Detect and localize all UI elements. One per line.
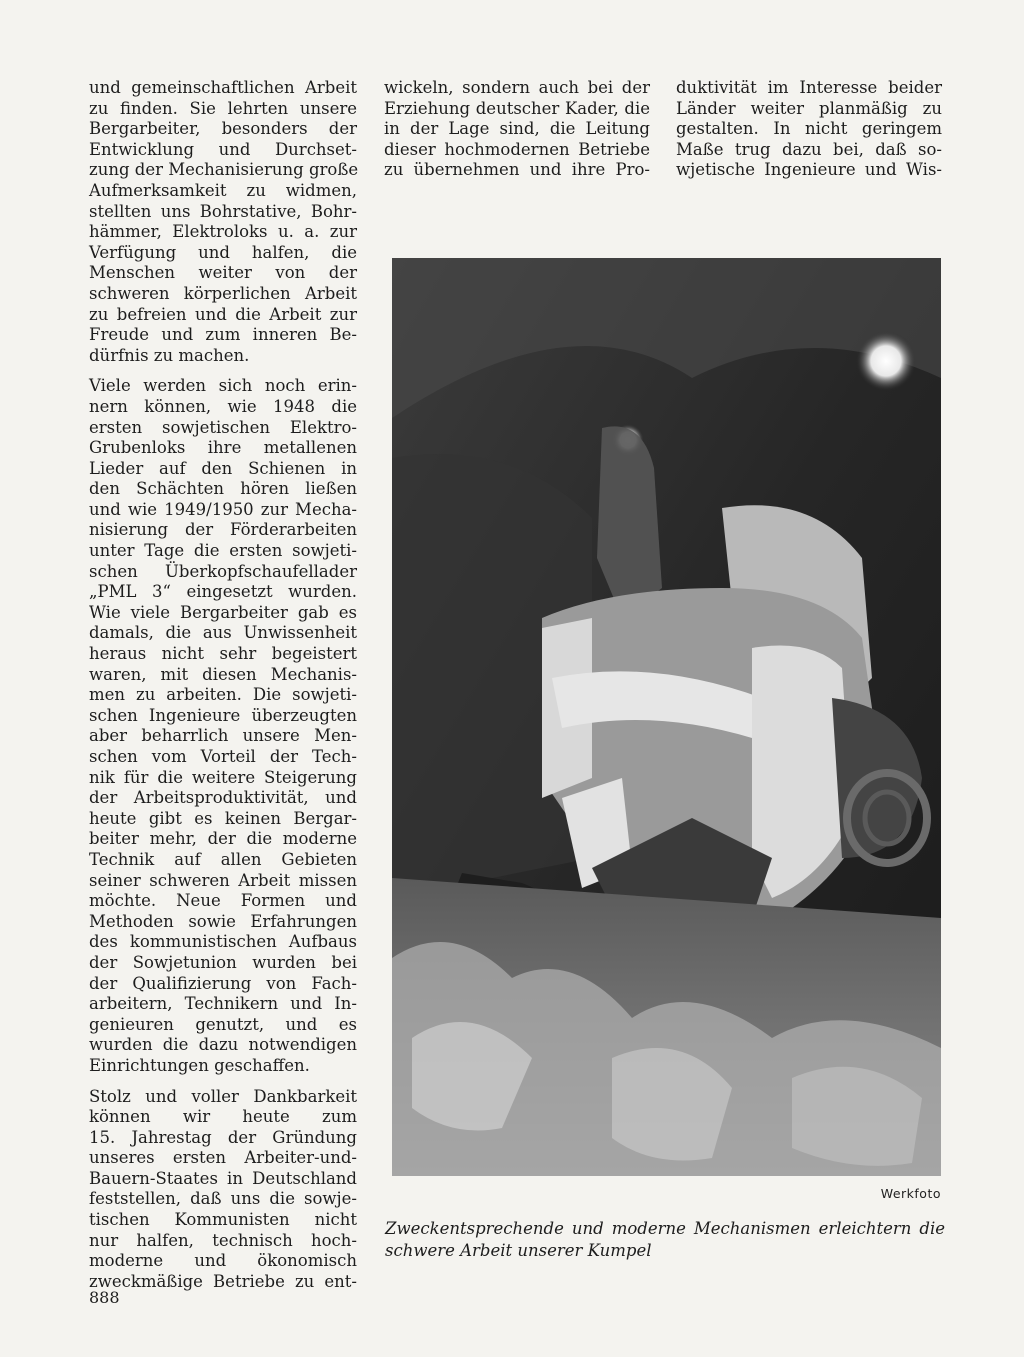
text-line: men zu arbeiten. Die sowjeti- [89,685,357,705]
text-line: zu befreien und die Arbeit zur [89,304,357,324]
paragraph [89,376,357,1076]
mining-machine-photo [392,258,941,1176]
photo-caption [385,1218,945,1262]
text-line: dieser hochmodernen Betriebe [384,139,650,159]
text-line: und wie 1949/1950 zur Mecha- [89,499,357,519]
text-line: möchte. Neue Formen und [89,891,357,911]
text-line: schen vom Vorteil der Tech- [89,747,357,766]
text-line: hämmer, Elektroloks u. a. zur [89,222,357,242]
text-line: und gemeinschaftlichen Arbeit [89,78,357,97]
text-line: ersten sowjetischen Elektro- [89,417,357,437]
text-line: seiner schweren Arbeit missen [89,870,357,890]
text-line: Menschen weiter von der [89,263,357,283]
text-line: nisierung der Förderarbeiten [89,520,357,540]
text-line: zu finden. Sie lehrten unsere [89,98,357,118]
paragraph [676,78,942,181]
page-number: 888 [89,1288,120,1307]
text-line: Grubenloks ihre metallenen [89,438,357,458]
text-line: wickeln, sondern auch bei der [384,78,650,97]
text-line: Zweckentsprechende und moderne Mechanismen erleichtern die [385,1219,945,1238]
text-line: Technik auf allen Gebieten [89,849,357,869]
text-line: unter Tage die ersten sowjeti- [89,541,357,561]
text-line: Bauern-Staates in Deutschland [89,1168,357,1188]
text-line: der Arbeitsproduktivität, und [89,788,357,808]
text-line: Verfügung und halfen, die [89,242,357,262]
text-column-middle [384,78,650,181]
text-column-right [676,78,942,181]
text-line: heraus nicht sehr begeistert [89,644,357,664]
text-line: zung der Mechanisierung große [89,160,359,180]
text-line: Wie viele Bergarbeiter gab es [89,602,357,622]
text-line: „PML 3“ eingesetzt wurden. [89,582,357,602]
text-line: heute gibt es keinen Bergar- [89,808,357,828]
text-line: können wir heute zum [89,1107,357,1127]
text-line: zweckmäßige Betriebe zu ent- [89,1271,357,1291]
text-line: Aufmerksamkeit zu widmen, [89,180,357,200]
text-line: nik für die weitere Steigerung [89,767,357,787]
text-line: moderne und ökonomisch [89,1251,357,1271]
text-line: tischen Kommunisten nicht [89,1210,357,1230]
text-line: Erziehung deutscher Kader, die [384,98,650,118]
text-line: damals, die aus Unwissenheit [89,623,357,643]
text-line: Entwicklung und Durchset- [89,139,357,159]
text-line: beiter mehr, der die moderne [89,829,357,849]
text-line: duktivität im Interesse beider [676,78,942,97]
text-line: arbeitern, Technikern und In- [89,994,357,1014]
text-line: Freude und zum inneren Be- [89,325,357,345]
text-line: aber beharrlich unsere Men- [89,726,357,746]
text-line: wurden die dazu notwendigen [89,1035,357,1055]
text-line: Viele werden sich noch erin- [89,376,357,396]
text-line: unseres ersten Arbeiter-und- [89,1148,357,1168]
text-line: schen Ingenieure überzeugten [89,705,357,725]
photo-credit: Werkfoto [880,1186,941,1201]
text-line: schweren körperlichen Arbeit [89,283,357,303]
text-line: Maße trug dazu bei, daß so- [676,139,942,159]
text-line: Stolz und voller Dankbarkeit [89,1086,357,1106]
paragraph [89,78,357,366]
text-line: Lieder auf den Schienen in [89,458,357,478]
text-line: waren, mit diesen Mechanis- [89,664,357,684]
text-line: in der Lage sind, die Leitung [384,119,650,139]
text-column-left [89,78,357,1292]
text-line: schen Überkopfschaufellader [89,561,357,581]
text-line: schwere Arbeit unserer Kumpel [385,1241,652,1260]
text-line: Bergarbeiter, besonders der [89,119,357,139]
text-line: genieuren genutzt, und es [89,1014,357,1034]
text-line: Methoden sowie Erfahrungen [89,911,357,931]
text-line: gestalten. In nicht geringem [676,119,942,139]
text-line: nern können, wie 1948 die [89,396,357,416]
text-line: Einrichtungen geschaffen. [89,1055,310,1075]
text-line: dürfnis zu machen. [89,345,250,365]
text-line: 15. Jahrestag der Gründung [89,1127,357,1147]
text-line: der Qualifizierung von Fach- [89,973,357,993]
text-line: wjetische Ingenieure und Wis- [676,160,942,180]
text-line: des kommunistischen Aufbaus [89,932,357,952]
text-line: Länder weiter planmäßig zu [676,98,942,118]
text-line: stellten uns Bohrstative, Bohr- [89,201,357,221]
paragraph [89,1087,357,1293]
text-line: der Sowjetunion wurden bei [89,952,357,972]
text-line: nur halfen, technisch hoch- [89,1230,357,1250]
text-line: feststellen, daß uns die sowje- [89,1189,357,1209]
paragraph [384,78,650,181]
text-line: zu übernehmen und ihre Pro- [384,160,650,180]
text-line: den Schächten hören ließen [89,479,357,499]
